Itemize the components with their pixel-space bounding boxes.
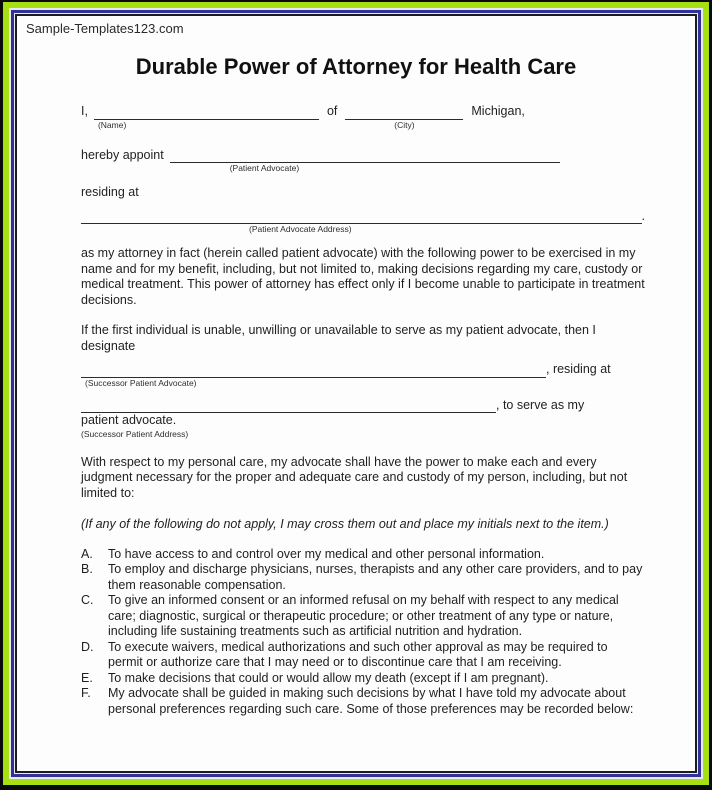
list-item-a (81, 547, 645, 563)
powers-paragraph: as my attorney in fact (herein called patient advocate) with the following power to be exercised in my name and for my benefit, including, but not limited to, making decisions regarding my care, custody or medical treatment. This power of attorney has effect only if I become unable to participate in treatment decisions. (81, 246, 645, 307)
address-period: . (641, 208, 645, 223)
advocate-address-row (81, 208, 645, 234)
successor-advocate-blank (81, 363, 546, 388)
item-letter: E. (81, 670, 93, 685)
name-label: (Name) (97, 119, 127, 130)
successor-address-blank (81, 398, 496, 413)
patient-advocate-address-blank (81, 209, 642, 234)
item-letter: F. (81, 686, 91, 700)
successor-advocate-row (81, 362, 645, 388)
item-text: To have access to and control over my medical and other personal information. (108, 546, 545, 561)
navy-frame (11, 10, 701, 777)
i-prefix: I, (81, 104, 88, 118)
successor-serve-suffix: , to serve as my (496, 397, 585, 412)
successor-serve-continuation: patient advocate. (81, 413, 177, 427)
cross-out-note: (If any of the following do not apply, I may cross them out and place my initials next to the item.) (81, 517, 609, 531)
appoint-row (81, 147, 645, 173)
patient-advocate-label: (Patient Advocate) (229, 163, 300, 173)
document-title: Durable Power of Attorney for Health Care (135, 54, 577, 79)
list-item-d (81, 640, 645, 671)
patient-advocate-blank (170, 148, 560, 173)
document-body (17, 104, 695, 717)
item-text: To execute waivers, medical authorizations and such other approval as may be required to permit or authorize care that I may need or to discontinue care that I am receiving. (108, 639, 608, 669)
green-frame (3, 2, 709, 785)
successor-address-row (81, 398, 645, 414)
document-page (15, 14, 697, 773)
of-word: of (326, 104, 338, 118)
item-letter: C. (81, 593, 94, 607)
list-item-c (81, 593, 645, 640)
item-text: To give an informed consent or an informed refusal on my behalf with respect to any medical care; diagnostic, surgical or therapeutic procedure; or other treatment of any type or nature, including life sustaining treatments such as artificial nutrition and hydration. (108, 593, 619, 638)
item-text: To make decisions that could or would allow my death (except if I am pregnant). (108, 670, 549, 685)
list-item-b (81, 562, 645, 593)
name-city-row (81, 104, 645, 130)
patient-advocate-address-label: (Patient Advocate Address) (249, 224, 352, 234)
successor-intro-paragraph: If the first individual is unable, unwilling or unavailable to serve as my patient advocate, then I designate (81, 323, 596, 353)
successor-residing-suffix: , residing at (546, 362, 611, 376)
site-watermark: Sample-Templates123.com (26, 21, 184, 36)
item-letter: D. (81, 639, 94, 654)
item-text: To employ and discharge physicians, nurses, therapists and any other care providers, and to pay them reasonable compensation. (108, 562, 643, 592)
list-item-f (81, 686, 645, 717)
residing-at-text: residing at (81, 185, 139, 199)
name-blank (94, 105, 319, 130)
personal-care-paragraph: With respect to my personal care, my advocate shall have the power to make each and every judgment necessary for the proper and adequate care and custody of my person, including, but not limited to: (81, 454, 628, 500)
item-text: My advocate shall be guided in making such decisions by what I have told my advocate about personal preferences regarding such care. Some of those preferences may be recorded below: (108, 686, 634, 716)
successor-address-label: (Successor Patient Address) (81, 428, 189, 439)
city-blank (345, 105, 463, 130)
successor-advocate-label: (Successor Patient Advocate) (85, 377, 197, 388)
powers-list (81, 547, 645, 718)
list-item-e (81, 671, 645, 687)
pale-gap-frame (9, 8, 703, 779)
city-label: (City) (394, 119, 415, 130)
appoint-prefix: hereby appoint (81, 147, 164, 162)
residing-at-row (81, 185, 645, 201)
item-letter: A. (81, 546, 93, 561)
state-text: Michigan, (471, 104, 525, 118)
item-letter: B. (81, 562, 93, 576)
